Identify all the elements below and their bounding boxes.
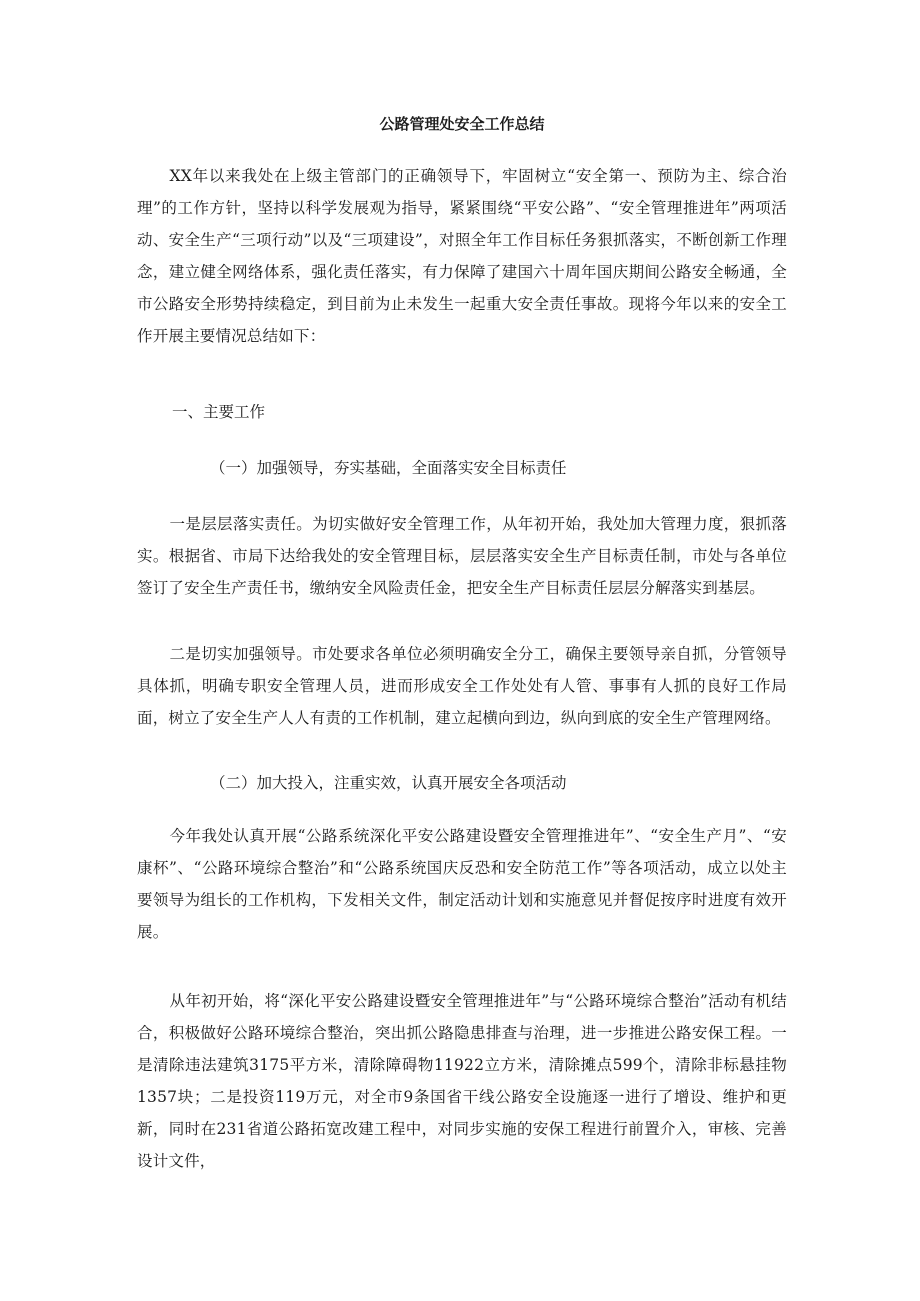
paragraph-leadership: 二是切实加强领导。市处要求各单位必须明确安全分工，确保主要领导亲自抓，分管领导具体抓，明确专职安全管理人员，进而形成安全工作处处有人管、事事有人抓的良好工作局面，树立了安全生产人人有责的工作机制，建立起横向到边，纵向到底的安全生产管理网络。 — [137, 645, 787, 727]
subsection-heading-1: （一）加强领导，夯实基础，全面落实安全目标责任 — [210, 459, 567, 477]
paragraph-environment: 从年初开始，将“深化平安公路建设暨安全管理推进年”与“公路环境综合整治”活动有机结合，积极做好公路环境综合整治，突出抓公路隐患排查与治理，进一步推进公路安保工程。一是清除违法建筑3175平方米，清除障碍物11922立方米，清除摊点599个，清除非标悬挂物1357块；二是投资119万元，对全市9条国省干线公路安全设施逐一进行了增设、维护和更新，同时在231省道公路拓宽改建工程中，对同步实施的安保工程进行前置介入，审核、完善设计文件， — [137, 992, 787, 1170]
intro-paragraph: XX年以来我处在上级主管部门的正确领导下，牢固树立“安全第一、预防为主、综合治理”的工作方针，坚持以科学发展观为指导，紧紧围绕“平安公路”、“安全管理推进年”两项活动、安全生产“三项行动”以及“三项建设”，对照全年工作目标任务狠抓落实，不断创新工作理念，建立健全网络体系，强化责任落实，有力保障了建国六十周年国庆期间公路安全畅通，全市公路安全形势持续稳定，到目前为止未发生一起重大安全责任事故。现将今年以来的安全工作开展主要情况总结如下： — [137, 167, 787, 345]
paragraph-activities: 今年我处认真开展“公路系统深化平安公路建设暨安全管理推进年”、“安全生产月”、“安康杯”、“公路环境综合整治”和“公路系统国庆反恐和安全防范工作”等各项活动，成立以处主要领导为组长的工作机构，下发相关文件，制定活动计划和实施意见并督促按序时进度有效开展。 — [137, 827, 787, 941]
document-title: 公路管理处安全工作总结 — [379, 115, 545, 133]
paragraph-responsibility: 一是层层落实责任。为切实做好安全管理工作，从年初开始，我处加大管理力度，狠抓落实。根据省、市局下达给我处的安全管理目标，层层落实安全生产目标责任制，市处与各单位签订了安全生产责任书，缴纳安全风险责任金，把安全生产目标责任层层分解落实到基层。 — [137, 515, 787, 597]
subsection-heading-2: （二）加大投入，注重实效，认真开展安全各项活动 — [210, 774, 567, 792]
section-heading-main-work: 一、主要工作 — [172, 403, 266, 421]
